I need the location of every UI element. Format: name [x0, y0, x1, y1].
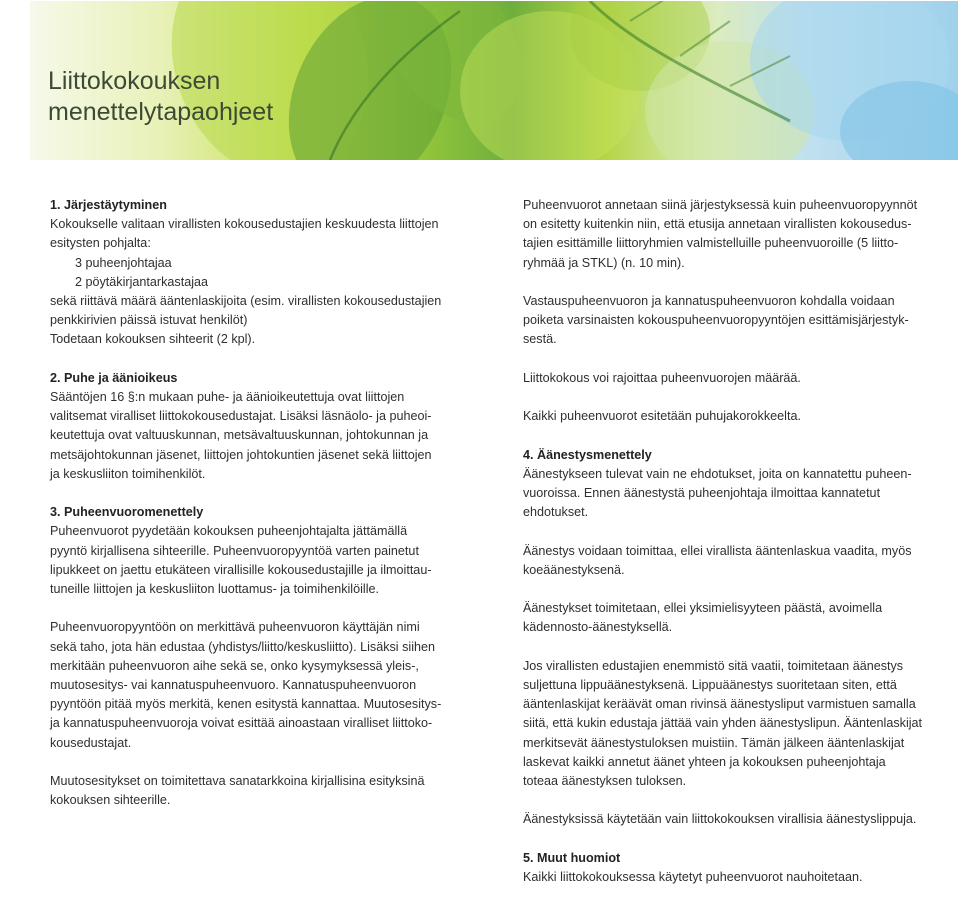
text-line: kädennosto-äänestyksellä. — [523, 620, 673, 635]
text-line: Puheenvuorot pyydetään kokouksen puheenjohtajalta jättämällä — [50, 524, 408, 539]
left-column — [50, 196, 470, 830]
text-line: Muutosesitykset on toimitettava sanatarkkoina kirjallisina esityksinä — [50, 774, 425, 789]
section-heading: 5. Muut huomiot — [523, 850, 621, 865]
text-line: ja keskusliiton toimihenkilöt. — [50, 466, 206, 481]
section-heading: 4. Äänestysmenettely — [523, 447, 652, 462]
text-line: Vastauspuheenvuoron ja kannatuspuheenvuoron kohdalla voidaan — [523, 294, 895, 308]
text-line: sestä. — [523, 332, 557, 347]
text-line: penkkirivien päissä istuvat henkilöt) — [50, 313, 248, 328]
paragraph-rajoitus — [523, 369, 933, 388]
text-line: kousedustajat. — [50, 735, 132, 750]
section-heading: 2. Puhe ja äänioikeus — [50, 370, 178, 385]
text-line: pyyntöön pitää myös merkitä, kenen esitystä kannattaa. Muutosesitys- — [50, 697, 442, 712]
text-line: toteaa äänestyksen tuloksen. — [523, 773, 687, 788]
section-muut-huomiot — [523, 849, 933, 887]
text-line: merkitään puheenvuoron aihe sekä se, onko kysymyksessä yleis-, — [50, 658, 419, 673]
text-line: Puheenvuoropyyntöön on merkittävä puheenvuoron käyttäjän nimi — [50, 620, 420, 635]
text-line: tuneille liittojen ja keskusliiton luottamus- ja toimihenkilöille. — [50, 582, 379, 597]
text-line: Äänestykseen tulevat vain ne ehdotukset, joita on kannatettu puheen- — [523, 466, 912, 481]
text-line: merkitsevät äänestystuloksen muistiin. Tämän jälkeen ääntenlaskijat — [523, 735, 905, 750]
paragraph-aanestysliput — [523, 810, 933, 829]
text-line: ehdotukset. — [523, 505, 589, 520]
text-line: muutosesitys- vai kannatuspuheenvuoro. Kannatuspuheenvuoron — [50, 678, 417, 693]
text-line: siitä, että kukin edustaja jättää vain yhden äänestyslipun. Ääntenlaskijat — [523, 716, 923, 731]
section-puheenvuoromenettely — [50, 503, 470, 599]
text-line: poiketa varsinaisten kokouspuheenvuoropyyntöjen esittämisjärjestyk- — [523, 313, 909, 328]
text-line: Liittokokous voi rajoittaa puheenvuorojen määrää. — [523, 370, 801, 385]
text-line: tajien esittämille liittoryhmien valmistelluille puheenvuoroille (5 liitto- — [523, 236, 899, 251]
section-puhe-ja-aanioikeus — [50, 369, 470, 484]
text-line: ryhmää ja STKL) (n. 10 min). — [523, 255, 685, 270]
text-line: pyyntö kirjallisena sihteerille. Puheenvuoropyyntöä varten painetut — [50, 543, 419, 558]
paragraph-vastauspuheenvuoro — [523, 292, 933, 350]
text-line: laskevat kaikki annetut äänet yhteen ja kokouksen puheenjohtaja — [523, 754, 886, 769]
paragraph-lippuaanestys — [523, 657, 933, 791]
page-title-line-1: Liittokokouksen — [48, 67, 221, 95]
paragraph-puheenvuoropyynto — [50, 618, 470, 752]
text-line: sekä taho, jota hän edustaa (yhdistys/liitto/keskusliitto). Lisäksi siihen — [50, 639, 436, 654]
text-line: Kaikki liittokokouksessa käytetyt puheenvuorot nauhoitetaan. — [523, 869, 863, 884]
paragraph-puhujakoroke — [523, 407, 933, 426]
text-line: valitsemat viralliset liittokokousedustajat. Lisäksi läsnäolo- ja puheoi- — [50, 409, 432, 424]
section-jarjestaytyminen — [50, 196, 470, 350]
paragraph-puheenvuorojarjestys — [523, 196, 933, 273]
text-line: ja kannatuspuheenvuoroja voivat esittää ainoastaan viralliset liittoko- — [50, 716, 433, 731]
list-item: 2 pöytäkirjantarkastajaa — [75, 274, 209, 289]
right-column — [523, 196, 933, 906]
text-line: Kokoukselle valitaan virallisten kokousedustajien keskuudesta liittojen — [50, 217, 439, 232]
text-line: Sääntöjen 16 §:n mukaan puhe- ja äänioikeutettuja ovat liittojen — [50, 390, 405, 405]
page-title-line-2: menettelytapaohjeet — [48, 98, 274, 126]
text-line: Jos virallisten edustajien enemmistö sitä vaatii, toimitetaan äänestys — [523, 658, 904, 673]
text-line: Kaikki puheenvuorot esitetään puhujakorokkeelta. — [523, 409, 801, 424]
text-line: ääntenlaskijat keräävät oman rivinsä äänestysliput varmistuen samalla — [523, 697, 916, 712]
paragraph-muutosesitykset — [50, 772, 470, 810]
page-title — [48, 66, 273, 128]
text-line: kokouksen sihteerille. — [50, 793, 171, 808]
paragraph-kadennosto — [523, 599, 933, 637]
text-line: Todetaan kokouksen sihteerit (2 kpl). — [50, 332, 256, 347]
text-line: on esitetty kuitenkin niin, että etusija annetaan virallisten kokousedus- — [523, 217, 912, 232]
text-line: metsäjohtokunnan jäsenet, liittojen johtokuntien jäsenet sekä liittojen — [50, 447, 432, 462]
text-line: vuoroissa. Ennen äänestystä puheenjohtaja ilmoittaa kannatetut — [523, 485, 881, 500]
text-line: Äänestykset toimitetaan, ellei yksimielisyyteen päästä, avoimella — [523, 601, 883, 616]
text-line: Äänestys voidaan toimittaa, ellei virallista ääntenlaskua vaadita, myös — [523, 543, 912, 558]
section-heading: 1. Järjestäytyminen — [50, 198, 167, 212]
list-item: 3 puheenjohtajaa — [75, 255, 172, 270]
text-line: lipukkeet on jaettu etukäteen virallisille kokousedustajille ja ilmoittau- — [50, 562, 432, 577]
text-line: keutettuja ovat valtuuskunnan, metsävaltuuskunnan, johtokunnan ja — [50, 428, 429, 443]
paragraph-koeaanestys — [523, 542, 933, 580]
text-line: Puheenvuorot annetaan siinä järjestyksessä kuin puheenvuoropyynnöt — [523, 198, 918, 212]
section-aanestysmenettely — [523, 446, 933, 523]
section-heading: 3. Puheenvuoromenettely — [50, 505, 204, 520]
text-line: esitysten pohjalta: — [50, 236, 151, 251]
text-line: Äänestyksissä käytetään vain liittokokouksen virallisia äänestyslippuja. — [523, 812, 917, 827]
header-banner — [30, 1, 958, 160]
text-line: koeäänestyksenä. — [523, 562, 625, 577]
text-line: sekä riittävä määrä ääntenlaskijoita (esim. virallisten kokousedustajien — [50, 294, 442, 309]
text-line: suljettuna lippuäänestyksenä. Lippuäänestys suoritetaan siten, että — [523, 677, 897, 692]
